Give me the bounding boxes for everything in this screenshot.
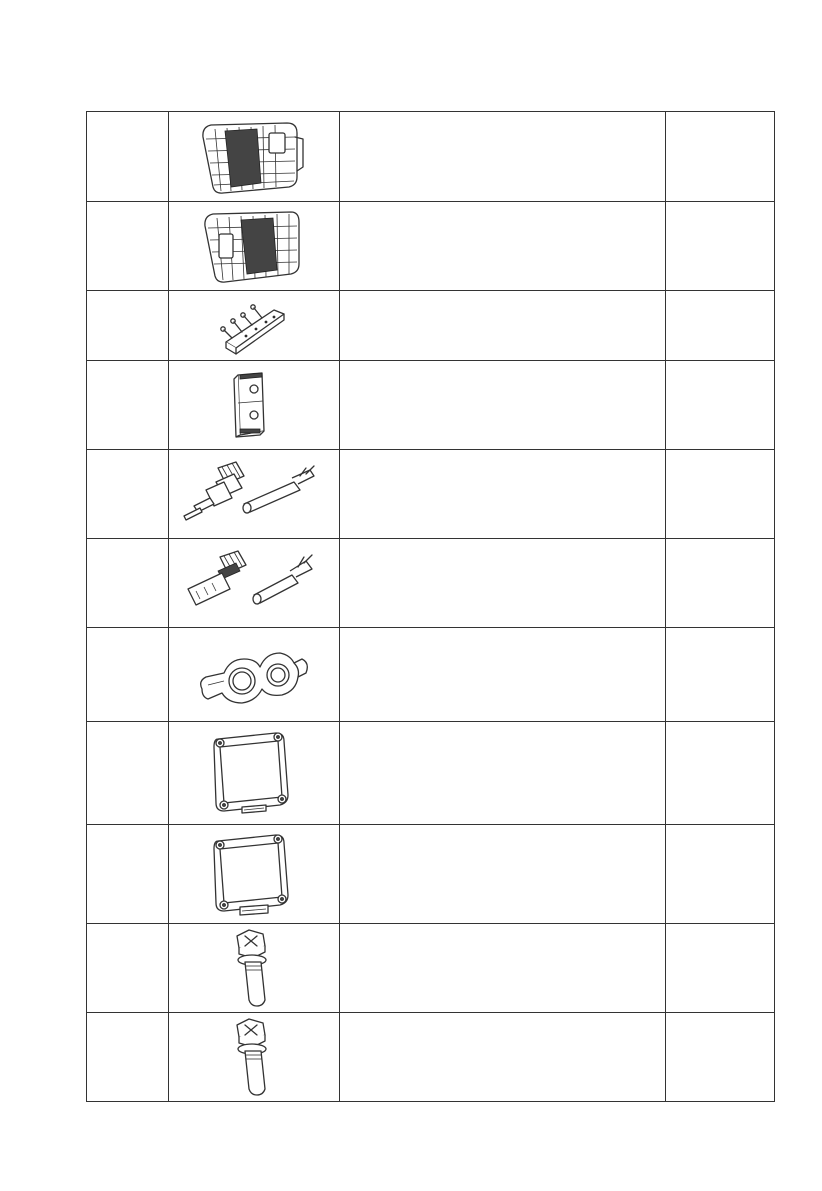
table-row [87,628,775,722]
item-label [87,202,169,291]
item-label [87,450,169,539]
item-label [87,825,169,924]
table-row [87,361,775,450]
item-quantity [666,361,775,450]
table-row [87,291,775,361]
table-row [87,722,775,825]
table-row [87,450,775,539]
item-label [87,722,169,825]
table-row [87,112,775,202]
item-quantity [666,1013,775,1102]
item-description [340,361,666,450]
junction-box-cover-alt-icon [204,827,304,921]
item-description [340,825,666,924]
inverter-front-view-icon [199,117,309,197]
item-description [340,628,666,722]
item-quantity [666,628,775,722]
item-quantity [666,450,775,539]
table-row [87,1013,775,1102]
item-description [340,1013,666,1102]
inverter-rear-view-icon [199,206,309,286]
table-row [87,924,775,1013]
wall-bracket-screws-icon [204,296,304,356]
pv-connector-positive-icon [174,454,334,534]
item-quantity [666,539,775,628]
item-quantity [666,722,775,825]
packing-list-table [86,111,775,1102]
hex-bolt-alt-icon [219,1015,289,1099]
item-quantity [666,924,775,1013]
table-row [87,825,775,924]
table-row [87,202,775,291]
item-description [340,202,666,291]
terminal-cover-icon [224,367,284,443]
item-description [340,924,666,1013]
pv-connector-negative-icon [174,543,334,623]
table-row [87,539,775,628]
item-quantity [666,291,775,361]
item-description [340,450,666,539]
junction-box-cover-icon [204,725,304,821]
item-description [340,722,666,825]
item-label [87,112,169,202]
item-label [87,539,169,628]
item-label [87,291,169,361]
item-quantity [666,112,775,202]
item-description [340,112,666,202]
connector-wrench-tool-icon [194,633,314,717]
item-quantity [666,202,775,291]
item-label [87,361,169,450]
item-label [87,1013,169,1102]
item-description [340,291,666,361]
hex-bolt-icon [219,926,289,1010]
item-label [87,628,169,722]
item-description [340,539,666,628]
item-label [87,924,169,1013]
item-quantity [666,825,775,924]
